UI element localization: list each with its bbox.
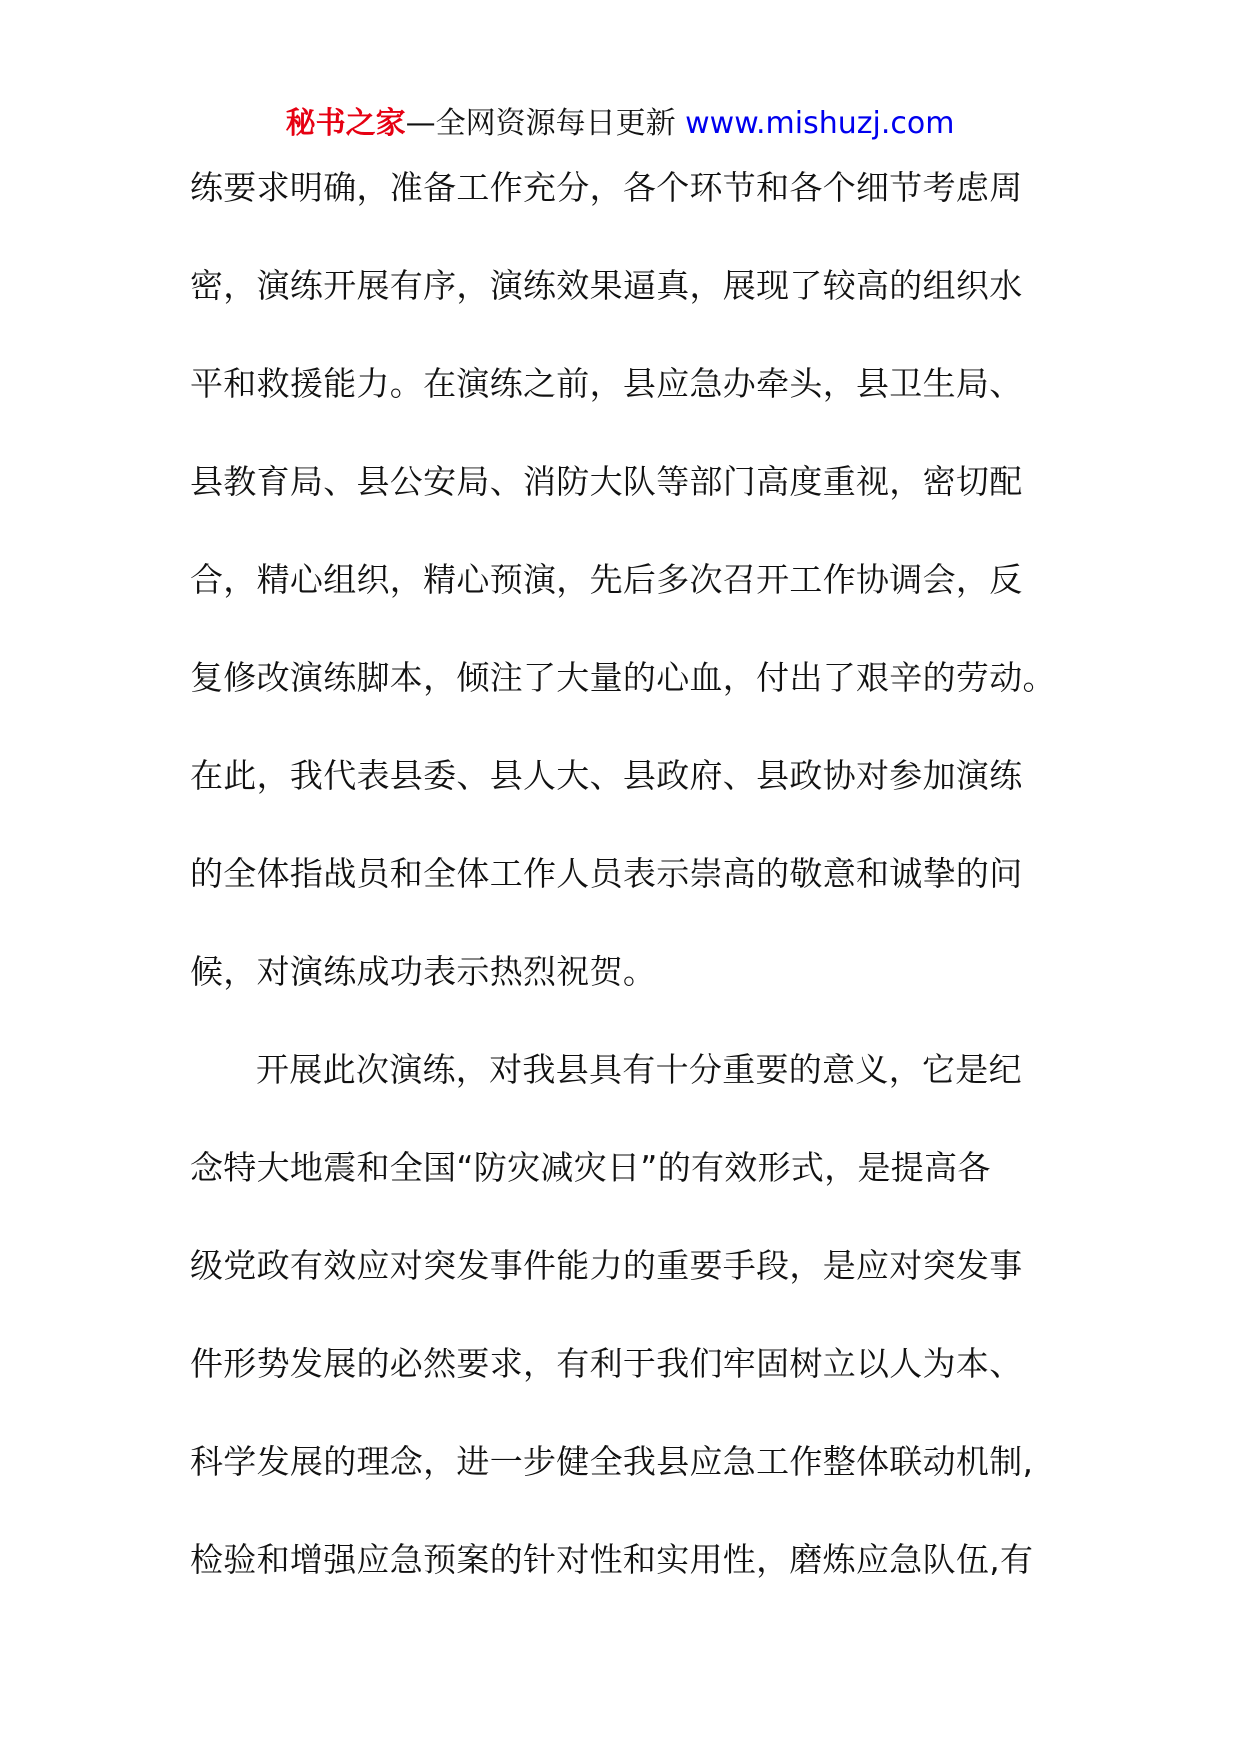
text-line-5: 合，精心组织，精心预演，先后多次召开工作协调会，反 bbox=[190, 560, 1023, 599]
text-line-7: 在此，我代表县委、县人大、县政府、县政协对参加演练 bbox=[190, 756, 1023, 795]
site-tagline: —全网资源每日更新 bbox=[405, 106, 676, 141]
text-line-4: 县教育局、县公安局、消防大队等部门高度重视，密切配 bbox=[190, 462, 1023, 501]
text-line-1: 练要求明确，准备工作充分，各个环节和各个细节考虑周 bbox=[190, 168, 1023, 207]
text-line-14: 科学发展的理念，进一步健全我县应急工作整体联动机制, bbox=[190, 1442, 1034, 1481]
document-body bbox=[190, 166, 1070, 1636]
site-brand: 秘书之家 bbox=[285, 106, 406, 141]
text-line-12: 级党政有效应对突发事件能力的重要手段，是应对突发事 bbox=[190, 1246, 1023, 1285]
text-line-9: 候，对演练成功表示热烈祝贺。 bbox=[190, 952, 657, 991]
text-line-13: 件形势发展的必然要求，有利于我们牢固树立以人为本、 bbox=[190, 1344, 1023, 1383]
paragraph-start-line: 开展此次演练，对我县具有十分重要的意义，它是纪 bbox=[256, 1050, 1022, 1089]
text-line-8: 的全体指战员和全体工作人员表示崇高的敬意和诚挚的问 bbox=[190, 854, 1023, 893]
site-header bbox=[0, 104, 1240, 144]
text-line-11: 念特大地震和全国“防灾减灾日”的有效形式，是提高各 bbox=[190, 1148, 991, 1187]
text-line-2: 密，演练开展有序，演练效果逼真，展现了较高的组织水 bbox=[190, 266, 1023, 305]
text-line-6: 复修改演练脚本，倾注了大量的心血，付出了艰辛的劳动。 bbox=[190, 658, 1056, 697]
text-line-15: 检验和增强应急预案的针对性和实用性，磨炼应急队伍,有 bbox=[190, 1540, 1034, 1579]
site-url-link[interactable]: www.mishuzj.com bbox=[685, 106, 955, 141]
text-line-3: 平和救援能力。在演练之前，县应急办牵头，县卫生局、 bbox=[190, 364, 1023, 403]
